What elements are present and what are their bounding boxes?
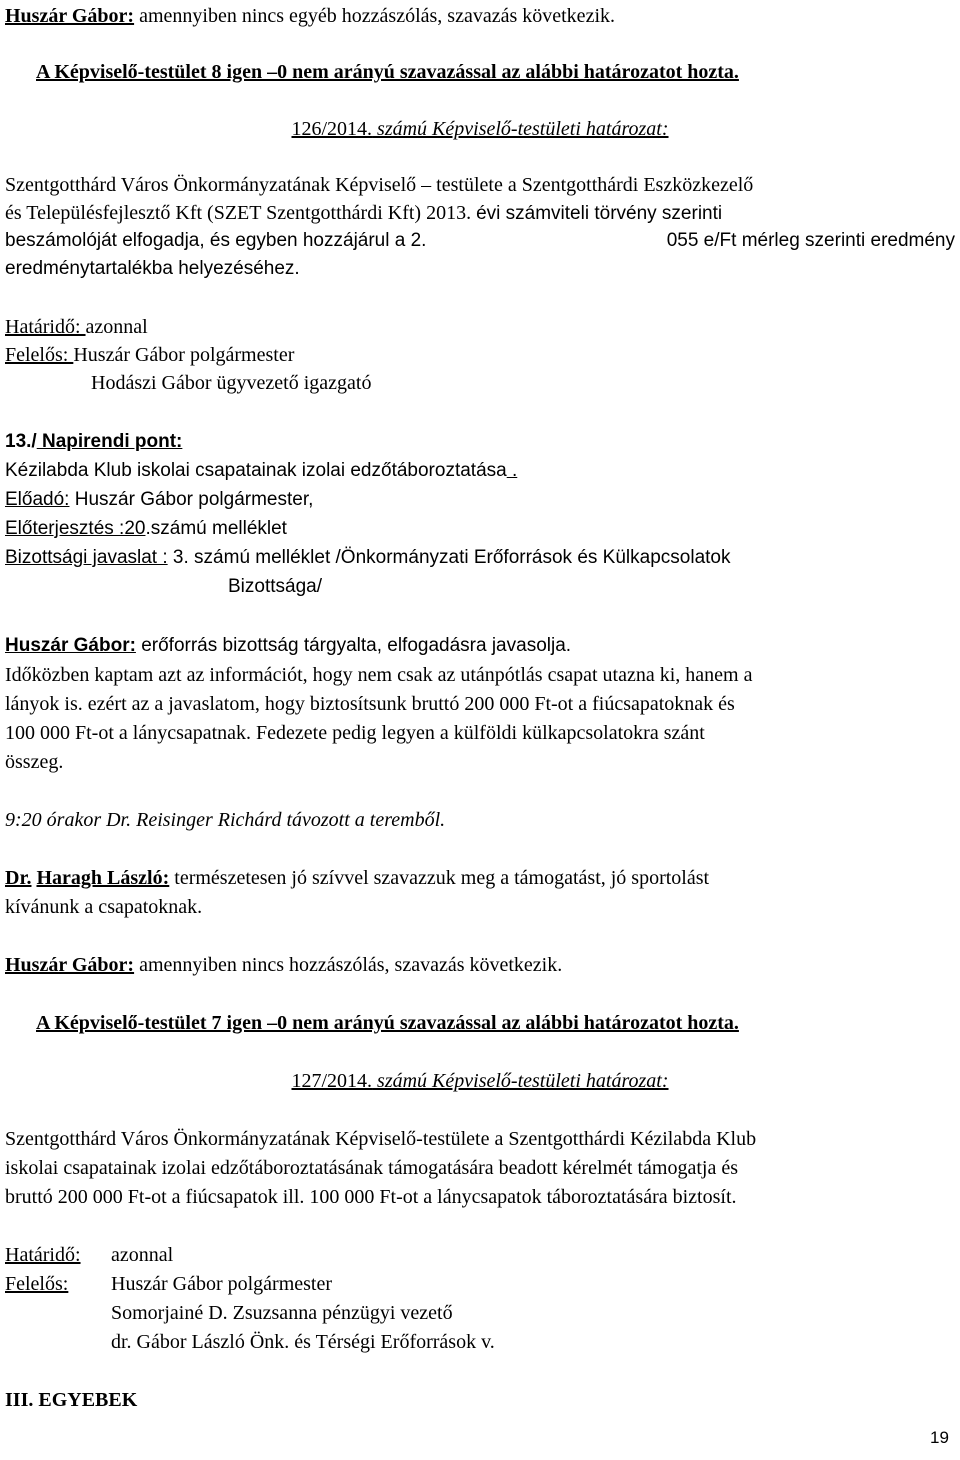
resolution-126-line-1: Szentgotthárd Város Önkormányzatának Képviselő – testülete a Szentgotthárdi Eszközkezelő xyxy=(5,174,754,196)
speech-haragh-line-2: kívánunk a csapatoknak. xyxy=(5,896,203,918)
speaker-name: Huszár Gábor: xyxy=(5,635,136,656)
responsible-127-1: Huszár Gábor polgármester xyxy=(111,1273,333,1295)
agenda-committee: Bizottsági javaslat : 3. számú melléklet /Önkormányzati Erőforrások és Külkapcsolatok xyxy=(5,547,731,568)
speech-huszar-2-line-2: Időközben kaptam azt az információt, hogy nem csak az utánpótlás csapat utazna ki, hanem a xyxy=(5,664,753,686)
speech-huszar-2-line-3: lányok is. ezért az a javaslatom, hogy biztosítsunk bruttó 200 000 Ft-ot a fiúcsapatoknak és xyxy=(5,693,735,715)
speaker-name: Dr. xyxy=(5,867,32,889)
section-heading: III. EGYEBEK xyxy=(5,1389,138,1411)
speaker-name: Huszár Gábor: xyxy=(5,954,135,976)
resolution-title-126: 126/2014. számú Képviselő-testületi határozat: xyxy=(291,118,669,140)
agenda-title: Kézilabda Klub iskolai csapatainak izolai edzőtáboroztatása . xyxy=(5,460,518,481)
speech-text: amennyiben nincs egyéb hozzászólás, szavazás következik. xyxy=(134,5,615,27)
speech-huszar-1 xyxy=(5,4,615,28)
resolution-126-line-3: beszámolóját elfogadja, és egyben hozzájárul a 2. 055 e/Ft mérleg szerinti eredmény xyxy=(5,230,955,251)
resolution-126-line-4: eredménytartalékba helyezéséhez. xyxy=(5,258,300,279)
agenda-proposal: Előterjesztés :20.számú melléklet xyxy=(5,518,287,539)
speech-huszar-3: Huszár Gábor: amennyiben nincs hozzászólás, szavazás következik. xyxy=(5,954,563,976)
responsible-126: Felelős: Huszár Gábor polgármester xyxy=(5,344,295,366)
speech-huszar-2-line-4: 100 000 Ft-ot a lánycsapatnak. Fedezete pedig legyen a külföldi külkapcsolatokra szánt xyxy=(5,722,705,744)
speech-huszar-2-line-5: összeg. xyxy=(5,751,64,773)
vote-result-1: A Képviselő-testület 8 igen –0 nem arányú szavazással az alábbi határozatot hozta. xyxy=(36,61,739,83)
responsible-127: Felelős: xyxy=(5,1273,69,1295)
departure-note: 9:20 órakor Dr. Reisinger Richárd távozott a teremből. xyxy=(5,809,446,831)
deadline-127: Határidő: xyxy=(5,1244,81,1266)
speech-haragh: Dr. Haragh László: természetesen jó szívvel szavazzuk meg a támogatást, jó sportolást xyxy=(5,867,710,889)
agenda-heading: 13./ Napirendi pont: xyxy=(5,431,183,452)
speaker-name: Huszár Gábor: xyxy=(5,5,135,27)
vote-result-2: A Képviselő-testület 7 igen –0 nem arányú szavazással az alábbi határozatot hozta. xyxy=(36,1012,739,1034)
deadline-126: Határidő: azonnal xyxy=(5,316,148,338)
deadline-127-value: azonnal xyxy=(111,1244,174,1266)
resolution-127-line-2: iskolai csapatainak izolai edzőtáboroztatásának támogatására beadott kérelmét támogatja és xyxy=(5,1157,739,1179)
responsible-127-2: Somorjainé D. Zsuzsanna pénzügyi vezető xyxy=(111,1302,453,1324)
agenda-committee-2: Bizottsága/ xyxy=(228,576,322,597)
page-number: 19 xyxy=(930,1428,949,1447)
resolution-126-line-2: és Településfejlesztő Kft (SZET Szentgotthárdi Kft) 2013. évi számviteli törvény szerinti xyxy=(5,202,723,224)
resolution-127-line-1: Szentgotthárd Város Önkormányzatának Képviselő-testülete a Szentgotthárdi Kézilabda Klub xyxy=(5,1128,757,1150)
speech-huszar-2: Huszár Gábor: erőforrás bizottság tárgyalta, elfogadásra javasolja. xyxy=(5,635,572,656)
resolution-127-line-3: bruttó 200 000 Ft-ot a fiúcsapatok ill. 100 000 Ft-ot a lánycsapatok táboroztatására biztosít. xyxy=(5,1186,737,1208)
responsible-127-3: dr. Gábor László Önk. és Térségi Erőforrások v. xyxy=(111,1331,495,1353)
resolution-title-127: 127/2014. számú Képviselő-testületi határozat: xyxy=(291,1070,669,1092)
responsible-126-2: Hodászi Gábor ügyvezető igazgató xyxy=(91,372,372,394)
agenda-presenter: Előadó: Huszár Gábor polgármester, xyxy=(5,489,314,510)
